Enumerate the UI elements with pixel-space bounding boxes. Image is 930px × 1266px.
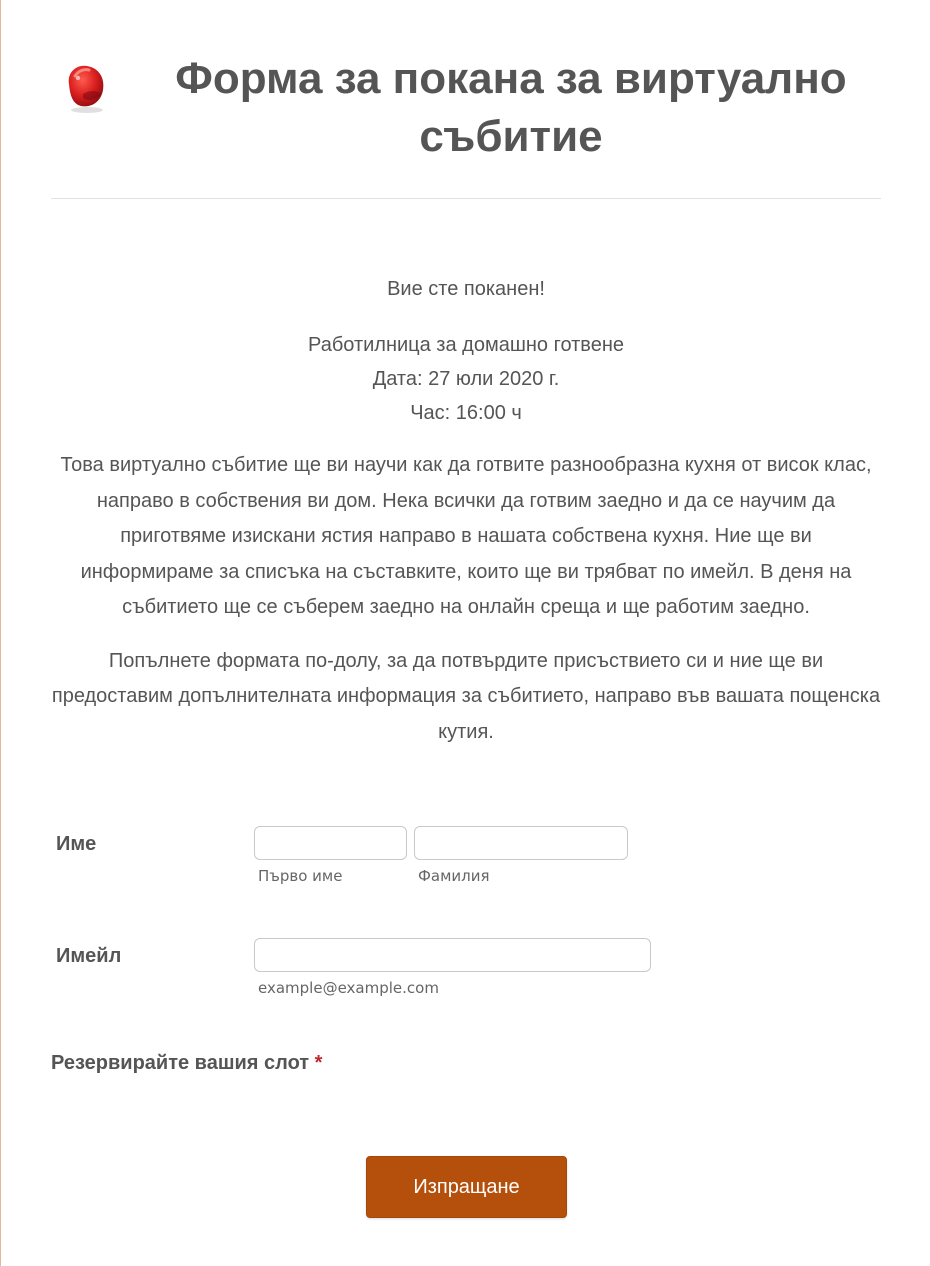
form-header (51, 40, 881, 199)
event-name: Работилница за домашно готвене (308, 334, 624, 356)
slot-label (51, 1052, 322, 1075)
event-description: Това виртуално събитие ще ви научи как да готвите разнообразна кухня от висок клас, направо в собствения ви дом. Нека всички да готвим заедно и да се научим да приготвяме изискани ястия направо в нашата собствена кухня. Ние ще ви информираме за списъка на съставките, които ще ви трябват по имейл. В деня на събитието ще се съберем заедно на онлайн среща и ще работим заедно. (60, 454, 872, 618)
first-name-sublabel: Първо име (258, 867, 343, 885)
required-mark: * (314, 1052, 323, 1074)
name-label: Име (56, 833, 97, 855)
last-name-sublabel: Фамилия (418, 867, 490, 885)
last-name-input[interactable] (414, 826, 628, 860)
email-sublabel: example@example.com (258, 979, 439, 997)
tomato-icon (61, 60, 113, 114)
event-time: Час: 16:00 ч (410, 402, 522, 424)
event-date: Дата: 27 юли 2020 г. (372, 368, 560, 390)
first-name-input[interactable] (254, 826, 407, 860)
email-label: Имейл (56, 945, 122, 967)
form-instructions: Попълнете формата по-долу, за да потвърдите присъствието си и ние ще ви предоставим допълнителната информация за събитието, направо във вашата пощенска кутия. (51, 649, 881, 743)
page-title: Форма за покана за виртуално събитие (175, 54, 847, 161)
invited-heading: Вие сте поканен! (387, 278, 545, 300)
email-input[interactable] (254, 938, 651, 972)
intro-text (51, 272, 881, 768)
event-details (51, 328, 881, 430)
slot-label-text: Резервирайте вашия слот (51, 1052, 310, 1074)
submit-button[interactable]: Изпращане (366, 1156, 567, 1218)
